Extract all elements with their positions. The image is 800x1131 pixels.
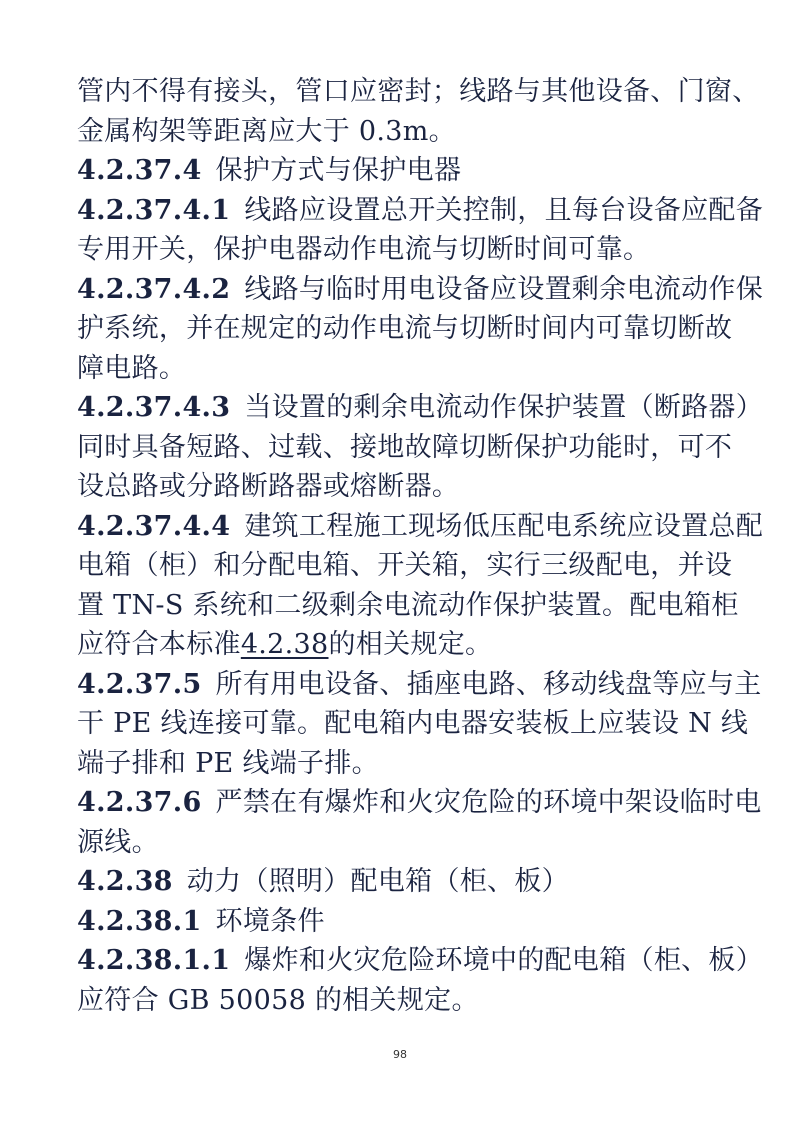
text-line: 端子排和 PE 线端子排。 — [77, 747, 379, 779]
section-number: 4.2.37.4.4 — [77, 510, 231, 542]
section-number: 4.2.38.1 — [77, 905, 202, 937]
section-number: 4.2.37.6 — [77, 787, 202, 818]
text-line: 电箱（柜）和分配电箱、开关箱，实行三级配电，并设 — [77, 550, 733, 581]
text-line: 应符合本标准4.2.38的相关规定。 — [77, 629, 493, 660]
section-number: 4.2.37.4.3 — [77, 392, 231, 423]
section-heading-4-2-37-4: 4.2.37.4 保护方式与保护电器 — [77, 155, 462, 186]
text-line: 专用开关，保护电器动作电流与切断时间可靠。 — [77, 234, 651, 265]
text-line: 干 PE 线连接可靠。配电箱内电器安装板上应装设 N 线 — [77, 708, 749, 739]
cross-reference-link[interactable]: 4.2.38 — [240, 629, 329, 660]
text-line: 障电路。 — [77, 352, 187, 384]
text-line: 应符合 GB 50058 的相关规定。 — [77, 984, 479, 1016]
section-heading-4-2-38-1: 4.2.38.1 环境条件 — [77, 905, 325, 937]
clause-4-2-37-4-2: 4.2.37.4.2 线路与临时用电设备应设置剩余电流动作保 — [77, 273, 764, 305]
document-body — [77, 72, 764, 1020]
clause-4-2-37-6: 4.2.37.6 严禁在有爆炸和火灾危险的环境中架设临时电 — [77, 787, 762, 818]
section-heading-4-2-38: 4.2.38 动力（照明）配电箱（柜、板） — [77, 866, 569, 897]
text-line: 护系统，并在规定的动作电流与切断时间内可靠切断故 — [77, 313, 733, 344]
clause-4-2-38-1-1: 4.2.38.1.1 爆炸和火灾危险环境中的配电箱（柜、板） — [77, 945, 764, 976]
section-number: 4.2.37.4 — [77, 155, 202, 186]
section-number: 4.2.37.4.2 — [77, 273, 231, 305]
section-number: 4.2.37.5 — [77, 668, 202, 700]
section-number: 4.2.38.1.1 — [77, 945, 231, 976]
text-line: 金属构架等距离应大于 0.3m。 — [77, 115, 456, 147]
section-number: 4.2.37.4.1 — [77, 194, 231, 226]
text-line: 管内不得有接头，管口应密封；线路与其他设备、门窗、 — [77, 76, 760, 107]
section-number: 4.2.38 — [77, 866, 173, 897]
page-number: 98 — [393, 1048, 407, 1061]
text-line: 设总路或分路断路器或熔断器。 — [77, 471, 460, 502]
clause-4-2-37-4-3: 4.2.37.4.3 当设置的剩余电流动作保护装置（断路器） — [77, 392, 764, 423]
text-line: 置 TN-S 系统和二级剩余电流动作保护装置。配电箱柜 — [77, 589, 739, 621]
text-line: 源线。 — [77, 826, 159, 858]
clause-4-2-37-4-4: 4.2.37.4.4 建筑工程施工现场低压配电系统应设置总配 — [77, 510, 764, 542]
clause-4-2-37-5: 4.2.37.5 所有用电设备、插座电路、移动线盘等应与主 — [77, 668, 762, 700]
text-line: 同时具备短路、过载、接地故障切断保护功能时，可不 — [77, 431, 733, 463]
clause-4-2-37-4-1: 4.2.37.4.1 线路应设置总开关控制，且每台设备应配备 — [77, 194, 764, 226]
